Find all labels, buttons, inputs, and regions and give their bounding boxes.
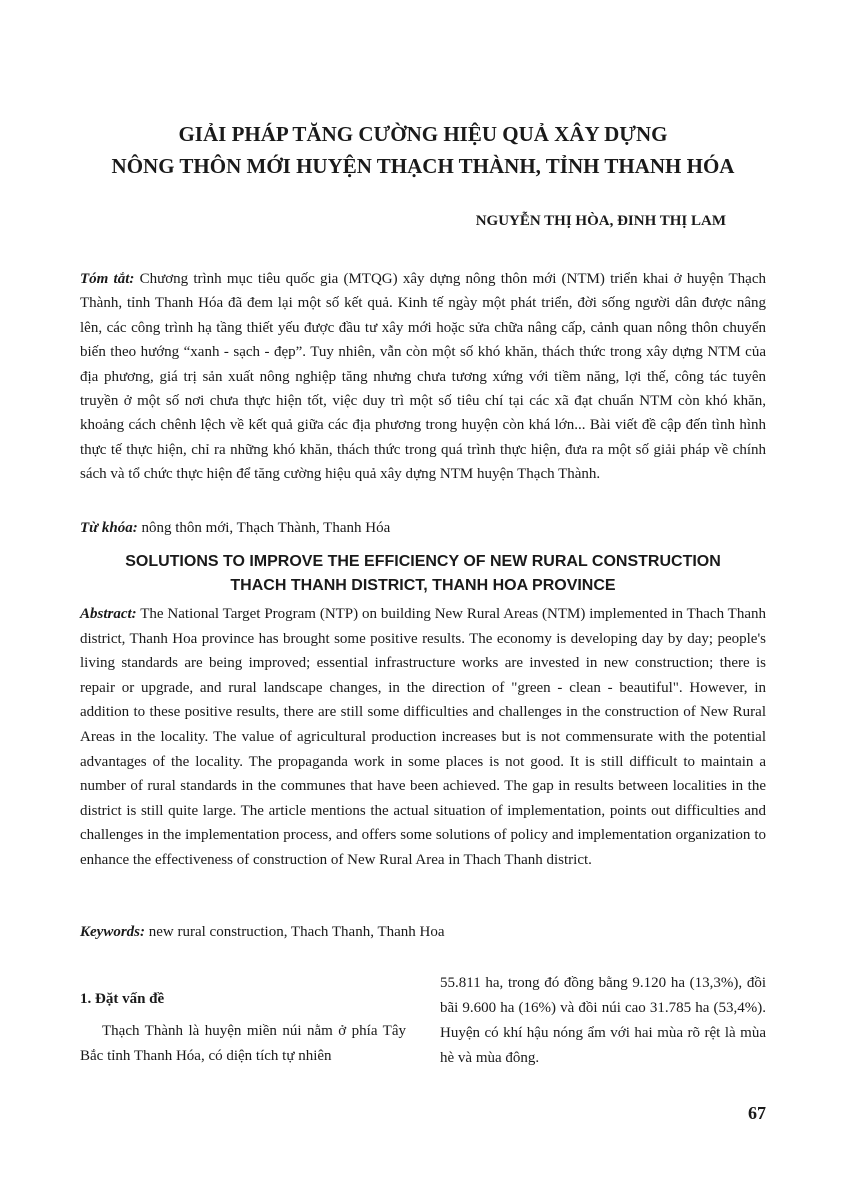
abstract-english — [80, 602, 766, 873]
abstract-en-text: The National Target Program (NTP) on building New Rural Areas (NTM) implemented in Thach Thanh district, Thanh Hoa province has brought some positive results. The economy is developing day by day; people's living standards are being improved; essential infrastructure works are invested in new construction; there is repair or upgrade, and rural landscape changes, in the direction of "green - clean - beautiful". However, in addition to these positive results, there are still some difficulties and challenges in the construction of New Rural Areas in the locality. The value of agricultural production increases but is not commensurate with the potential advantages of the locality. The propaganda work in some places is not good. It is still difficult to maintain a number of rural standards in the communes that have been achieved. The gap in results between localities in the district is still quite large. The article mentions the actual situation of implementation, points out difficulties and challenges in the implementation process, and offers some solutions of policy and implementation organization to enhance the effectiveness of construction of New Rural Area in Thach Thanh district. — [80, 606, 766, 868]
keywords-vn-text: nông thôn mới, Thạch Thành, Thanh Hóa — [137, 520, 391, 536]
title-line-2: NÔNG THÔN MỚI HUYỆN THẠCH THÀNH, TỈNH THANH HÓA — [111, 154, 735, 178]
keywords-vn-label: Từ khóa: — [80, 520, 138, 536]
section-body-left: Thạch Thành là huyện miền núi nằm ở phía Tây Bắc tỉnh Thanh Hóa, có diện tích tự nhiên — [80, 1023, 406, 1064]
english-title-line-1: SOLUTIONS TO IMPROVE THE EFFICIENCY OF NEW RURAL CONSTRUCTION — [125, 553, 721, 570]
article-title — [40, 118, 806, 182]
abstract-en-label: Abstract: — [80, 606, 137, 622]
abstract-vietnamese — [80, 267, 766, 487]
page-number: 67 — [748, 1103, 766, 1123]
section-heading: 1. Đặt vấn đề — [80, 991, 165, 1007]
section-body-right: 55.811 ha, trong đó đồng bằng 9.120 ha (13,3%), đồi bãi 9.600 ha (16%) và đồi núi cao 31.785 ha (53,4%). Huyện có khí hậu nóng ẩm với hai mùa rõ rệt là mùa hè và mùa đông. — [440, 975, 766, 1066]
keywords-vietnamese — [80, 516, 766, 540]
title-line-1: GIẢI PHÁP TĂNG CƯỜNG HIỆU QUẢ XÂY DỰNG — [178, 122, 668, 146]
english-title-line-2: THACH THANH DISTRICT, THANH HOA PROVINCE — [230, 577, 616, 594]
keywords-en-label: Keywords: — [80, 924, 145, 940]
english-title — [40, 550, 806, 598]
authors: NGUYỄN THỊ HÒA, ĐINH THỊ LAM — [475, 213, 726, 229]
abstract-vn-text: Chương trình mục tiêu quốc gia (MTQG) xây dựng nông thôn mới (NTM) triển khai ở huyện Thạch Thành, tỉnh Thanh Hóa đã đem lại một số kết quả. Kinh tế ngày một phát triển, đời sống người dân được nâng lên, các công trình hạ tầng thiết yếu được đầu tư xây mới hoặc sửa chữa nâng cấp, cảnh quan nông thôn chuyển biến theo hướng “xanh - sạch - đẹp”. Tuy nhiên, vẫn còn một số khó khăn, thách thức trong xây dựng NTM của địa phương, giá trị sản xuất nông nghiệp tăng nhưng chưa tương xứng với tiềm năng, lợi thế, công tác tuyên truyền ở một số nơi chưa thực hiện tốt, việc duy trì một số tiêu chí tại các xã đạt chuẩn NTM còn khó khăn, khoảng cách chênh lệch về kết quả giữa các địa phương trong huyện còn khá lớn... Bài viết đề cập đến tình hình thực tế thực hiện, chỉ ra những khó khăn, thách thức trong quá trình thực hiện, đưa ra một số giải pháp về chính sách và tổ chức thực hiện để tăng cường hiệu quả xây dựng NTM huyện Thạch Thành. — [80, 271, 766, 483]
keywords-english — [80, 920, 766, 944]
keywords-en-text: new rural construction, Thach Thanh, Thanh Hoa — [145, 924, 445, 940]
abstract-vn-label: Tóm tắt: — [80, 271, 135, 287]
